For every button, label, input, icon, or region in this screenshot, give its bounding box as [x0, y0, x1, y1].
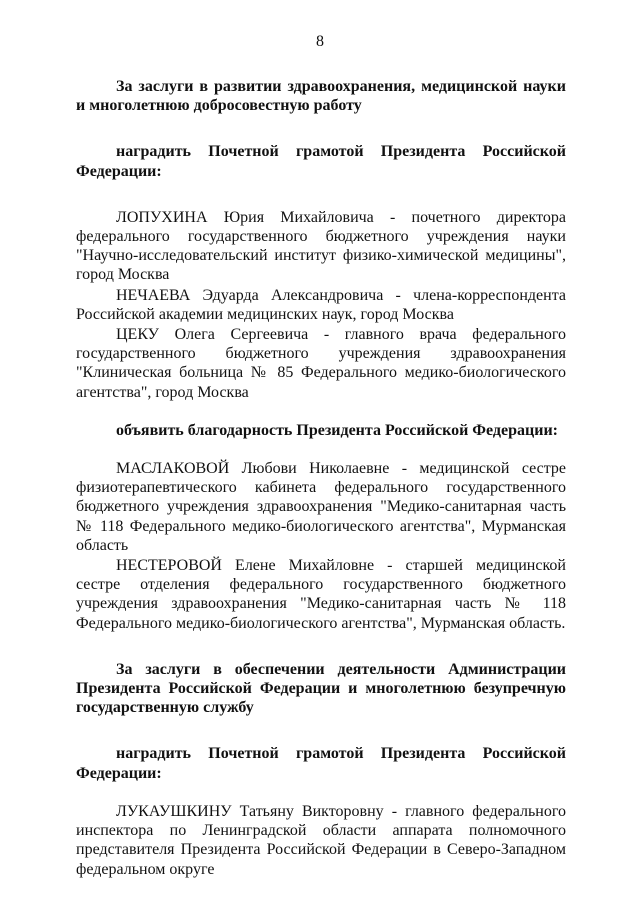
- award-entry: НЕЧАЕВА Эдуарда Александровича - члена-корреспондента Российской академии медицинских наук, город Москва: [76, 286, 566, 323]
- award-entry: ЦЕКУ Олега Сергеевича - главного врача федерального государственного бюджетного учреждения здравоохранения "Клиническая больница № 85 Федерального медико-биологического агентства", город Москва: [76, 326, 566, 401]
- award-action-title: объявить благодарность Президента Российской Федерации:: [116, 421, 558, 439]
- award-entry: НЕСТЕРОВОЙ Елене Михайловне - старшей медицинской сестре отделения федерального государственного бюджетного учреждения здравоохранения "Медико-санитарная часть № 118 Федерального медико-биологического агентства", Мурманская область.: [76, 557, 566, 632]
- section-heading: За заслуги в развитии здравоохранения, медицинской науки и многолетнюю добросовестную работу: [76, 78, 566, 115]
- award-entry: МАСЛАКОВОЙ Любови Николаевне - медицинской сестре физиотерапевтического кабинета федерального государственного бюджетного учреждения здравоохранения "Медико-санитарная часть № 118 Федерального медико-биологического агентства", Мурманская область: [76, 460, 566, 554]
- section-heading: За заслуги в обеспечении деятельности Администрации Президента Российской Федерации и многолетнюю безупречную государственную службу: [76, 660, 566, 717]
- page-number: 8: [316, 33, 324, 50]
- award-action-title: наградить Почетной грамотой Президента Российской Федерации:: [76, 143, 566, 180]
- document-body: [76, 77, 566, 879]
- award-entry: ЛОПУХИНА Юрия Михайловича - почетного директора федерального государственного бюджетного учреждения науки "Научно-исследовательский институт физико-химической медицины", город Москва: [76, 208, 566, 284]
- award-entry: ЛУКАУШКИНУ Татьяну Викторовну - главного федерального инспектора по Ленинградской области аппарата полномочного представителя Президента Российской Федерации в Северо-Западном федеральном округе: [76, 802, 566, 878]
- award-action-title: наградить Почетной грамотой Президента Российской Федерации:: [76, 745, 566, 782]
